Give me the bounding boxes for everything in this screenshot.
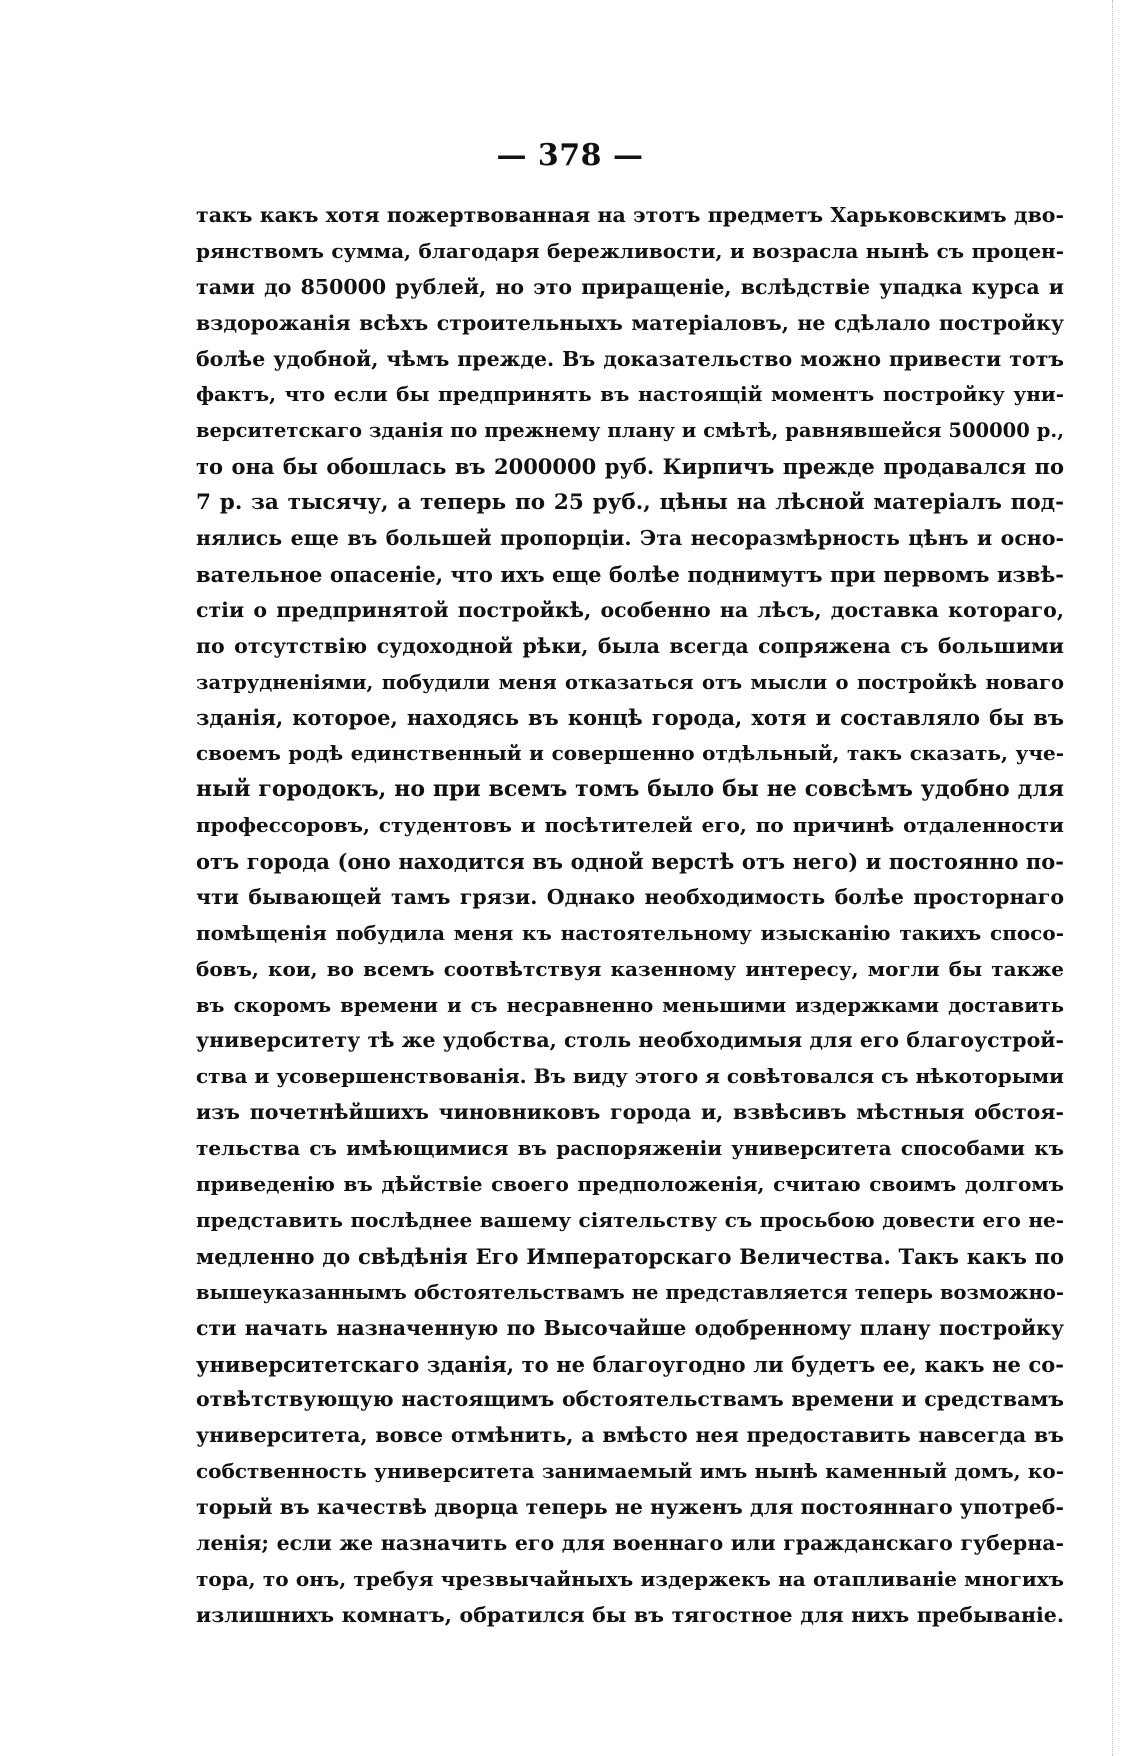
text-line: такъ какъ хотя пожертвованная на этотъ предметъ Харьковскимъ дво-: [196, 203, 1064, 227]
text-line: нялись еще въ большей пропорціи. Эта несоразмѣрность цѣнъ и осно-: [196, 526, 1064, 551]
text-line: отъ города (оно находится въ одной верстѣ отъ него) и постоянно по-: [196, 849, 1064, 875]
text-line: помѣщенія побудила меня къ настоятельному изысканію такихъ спосо-: [196, 920, 1064, 945]
text-line: верситетскаго зданія по прежнему плану и смѣтѣ, равнявшейся 500000 р.,: [196, 419, 1064, 443]
text-line: тельства съ имѣющимися въ распоряженіи университета способами къ: [196, 1136, 1064, 1161]
text-line: 7 р. за тысячу, а теперь по 25 руб., цѣны на лѣсной матеріалъ под-: [196, 490, 1064, 516]
text-line: университету тѣ же удобства, столь необходимыя для его благоустрой-: [196, 1028, 1064, 1053]
text-line: фактъ, что если бы предпринять въ настоящій моментъ постройку уни-: [196, 382, 1064, 407]
page-number: — 378 —: [496, 138, 644, 173]
text-line: отвѣтствующую настоящимъ обстоятельствамъ времени и средствамъ: [196, 1387, 1064, 1412]
scan-edge-line: [1112, 0, 1113, 1756]
text-line: собственность университета занимаемый имъ нынѣ каменный домъ, ко-: [196, 1459, 1064, 1484]
text-line: тора, то онъ, требуя чрезвычайныхъ издержекъ на отапливаніе многихъ: [196, 1566, 1064, 1591]
text-line: по отсутствію судоходной рѣки, была всегда сопряжена съ большими: [196, 633, 1064, 658]
text-line: представить послѣднее вашему сіятельству съ просьбою довести его не-: [196, 1207, 1064, 1232]
text-line: своемъ родѣ единственный и совершенно отдѣльный, такъ сказать, уче-: [196, 741, 1064, 766]
text-line: зданія, которое, находясь въ концѣ города, хотя и составляло бы въ: [196, 705, 1064, 731]
text-line: сти начать назначенную по Высочайше одобренному плану постройку: [196, 1315, 1064, 1340]
text-line: вышеуказаннымъ обстоятельствамъ не представляется теперь возможно-: [196, 1280, 1064, 1304]
text-line: въ скоромъ времени и съ несравненно меньшими издержками доставить: [196, 993, 1064, 1017]
text-line: ства и усовершенствованія. Въ виду этого я совѣтовался съ нѣкоторыми: [196, 1064, 1064, 1089]
text-line: медленно до свѣдѣнія Его Императорскаго Величества. Такъ какъ по: [196, 1243, 1064, 1269]
text-line: затрудненіями, побудили меня отказаться отъ мысли о постройкѣ новаго: [196, 670, 1064, 694]
text-line: рянствомъ сумма, благодаря бережливости, и возрасла нынѣ съ процен-: [196, 238, 1064, 263]
text-line: торый въ качествѣ дворца теперь не нуженъ для постояннаго употреб-: [196, 1495, 1064, 1520]
text-line: вательное опасеніе, что ихъ еще болѣе поднимутъ при первомъ извѣ-: [196, 561, 1064, 587]
text-line: ленія; если же назначить его для военнаго или гражданскаго губерна-: [196, 1530, 1064, 1555]
text-line: бовъ, кои, во всемъ соотвѣтствуя казенному интересу, могли бы также: [196, 956, 1064, 981]
text-line: ный городокъ, но при всемъ томъ было бы не совсѣмъ удобно для: [196, 776, 1064, 803]
body-text: [196, 198, 1064, 1634]
text-line: приведенію въ дѣйствіе своего предположенія, считаю своимъ долгомъ: [196, 1172, 1064, 1197]
text-line: профессоровъ, студентовъ и посѣтителей его, по причинѣ отдаленности: [196, 813, 1064, 838]
text-line: изъ почетнѣйшихъ чиновниковъ города и, взвѣсивъ мѣстныя обстоя-: [196, 1100, 1064, 1125]
text-line: чти бывающей тамъ грязи. Однако необходимость болѣе просторнаго: [196, 884, 1064, 909]
text-line: университетскаго зданія, то не благоугодно ли будетъ ее, какъ не со-: [196, 1351, 1064, 1377]
text-line: болѣе удобной, чѣмъ прежде. Въ доказательство можно привести тотъ: [196, 346, 1064, 371]
text-line: то она бы обошлась въ 2000000 руб. Кирпичъ прежде продавался по: [196, 454, 1064, 480]
text-line: тами до 850000 рублей, но это приращеніе, вслѣдствіе упадка курса и: [196, 274, 1064, 299]
text-line: университета, вовсе отмѣнить, а вмѣсто нея предоставить навсегда въ: [196, 1423, 1064, 1448]
text-line: стіи о предпринятой постройкѣ, особенно на лѣсъ, доставка котораго,: [196, 597, 1064, 622]
text-line: излишнихъ комнатъ, обратился бы въ тягостное для нихъ пребываніе.: [196, 1602, 1064, 1627]
text-line: вздорожанія всѣхъ строительныхъ матеріаловъ, не сдѣлало постройку: [196, 310, 1064, 335]
